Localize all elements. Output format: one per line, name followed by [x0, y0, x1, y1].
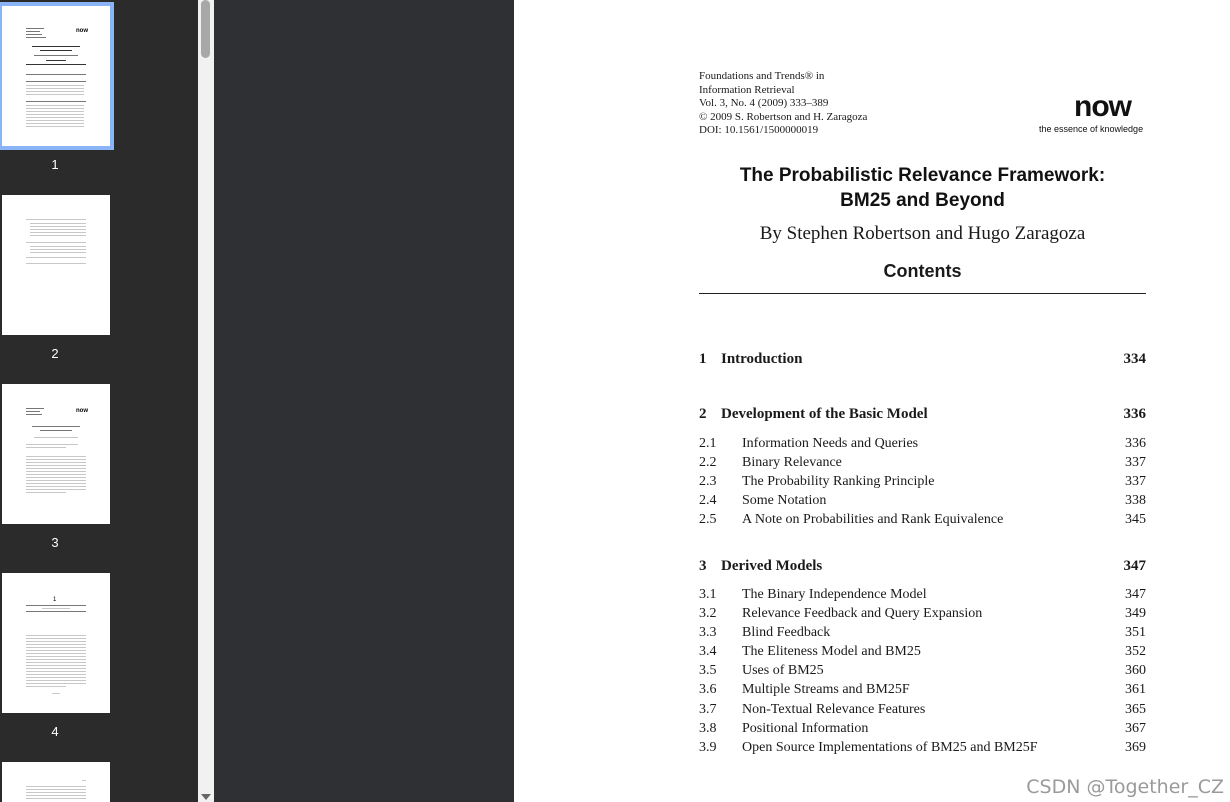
toc-label: Non-Textual Relevance Features: [742, 702, 926, 717]
thumbnail-page-number: 2: [51, 346, 59, 361]
toc-number: 3.1: [699, 587, 717, 602]
toc-number: 3.2: [699, 606, 717, 621]
thumbnail-page-number: 1: [51, 157, 59, 172]
thumbnail-page-number: 3: [51, 535, 59, 550]
thumbnail-logo: now: [76, 408, 88, 414]
toc-page-number: 347: [1125, 587, 1146, 602]
toc-section-row[interactable]: [699, 682, 1146, 700]
document-page: [514, 0, 1230, 802]
toc-number: 2.5: [699, 512, 717, 527]
journal-info: [699, 70, 867, 138]
toc-label: Uses of BM25: [742, 663, 824, 678]
toc-label: The Eliteness Model and BM25: [742, 644, 921, 659]
toc-page-number: 352: [1125, 644, 1146, 659]
thumbnail-logo: now: [76, 28, 88, 34]
toc-number: 3.6: [699, 682, 717, 697]
viewer-background: [214, 0, 514, 802]
title-line: The Probabilistic Relevance Framework:: [739, 165, 1106, 186]
toc-section-row[interactable]: [699, 702, 1146, 720]
sidebar-scrollbar[interactable]: [198, 0, 214, 802]
thumbnail-image[interactable]: [2, 762, 110, 802]
toc-number: 2.1: [699, 436, 717, 451]
journal-line: Information Retrieval: [699, 83, 795, 96]
toc-label: Open Source Implementations of BM25 and BM25F: [742, 740, 1038, 755]
toc-page-number: 365: [1125, 702, 1146, 717]
toc-number: 3.7: [699, 702, 717, 717]
journal-line: DOI: 10.1561/1500000019: [699, 124, 819, 136]
toc-number: 3.5: [699, 663, 717, 678]
toc-number: 1: [699, 351, 707, 367]
toc-page-number: 349: [1125, 606, 1146, 621]
toc-label: Multiple Streams and BM25F: [742, 682, 910, 697]
toc-label: Introduction: [721, 351, 803, 367]
toc-chapter-row[interactable]: [699, 406, 1146, 424]
thumbnail-sidebar: [0, 0, 198, 802]
toc-section-row[interactable]: [699, 721, 1146, 739]
toc-page-number: 345: [1125, 512, 1146, 527]
toc-number: 3.3: [699, 625, 717, 640]
toc-section-row[interactable]: [699, 436, 1146, 454]
toc-section-row[interactable]: [699, 474, 1146, 492]
logo-word: now: [1074, 90, 1131, 123]
toc-section-row[interactable]: [699, 740, 1146, 758]
toc-number: 3.9: [699, 740, 717, 755]
toc-section-row[interactable]: [699, 644, 1146, 662]
toc-chapter-row[interactable]: [699, 558, 1146, 576]
thumbnail-chapter-mark: 1: [53, 597, 57, 603]
toc-label: Derived Models: [721, 558, 823, 574]
toc-number: 2.4: [699, 493, 717, 508]
scrollbar-thumb[interactable]: [201, 0, 210, 58]
divider: [699, 293, 1146, 294]
toc-section-row[interactable]: [699, 625, 1146, 643]
toc-label: Binary Relevance: [742, 455, 842, 470]
toc-number: 3: [699, 558, 707, 574]
toc-label: The Binary Independence Model: [742, 587, 927, 602]
toc-label: Relevance Feedback and Query Expansion: [742, 606, 983, 621]
toc-page-number: 337: [1125, 474, 1146, 489]
toc-page-number: 337: [1125, 455, 1146, 470]
toc-section-row[interactable]: [699, 606, 1146, 624]
toc-label: The Probability Ranking Principle: [742, 474, 935, 489]
toc-page-number: 338: [1125, 493, 1146, 508]
toc-page-number: 334: [1123, 351, 1146, 367]
authors: By Stephen Robertson and Hugo Zaragoza: [759, 223, 1086, 244]
toc-page-number: 347: [1123, 558, 1146, 574]
journal-line: © 2009 S. Robertson and H. Zaragoza: [699, 110, 868, 123]
toc-label: Blind Feedback: [742, 625, 831, 640]
toc-page-number: 360: [1125, 663, 1146, 678]
toc-label: Some Notation: [742, 493, 827, 508]
logo-tagline: the essence of knowledge: [1039, 124, 1144, 134]
toc-number: 2.3: [699, 474, 717, 489]
toc-label: Information Needs and Queries: [742, 436, 919, 451]
journal-line: Foundations and Trends® in: [699, 70, 825, 82]
document-title: [699, 163, 1146, 213]
toc-section-row[interactable]: [699, 512, 1146, 530]
scroll-down-arrow-icon[interactable]: [201, 794, 211, 800]
toc-page-number: 336: [1123, 406, 1146, 422]
toc-label: Positional Information: [742, 721, 869, 736]
toc-section-row[interactable]: [699, 455, 1146, 473]
title-line: BM25 and Beyond: [840, 190, 1005, 211]
toc-page-number: 361: [1125, 682, 1146, 697]
toc-section-row[interactable]: [699, 493, 1146, 511]
toc-label: A Note on Probabilities and Rank Equivalence: [742, 512, 1004, 527]
watermark: CSDN @Together_CZ: [1026, 776, 1224, 798]
toc-chapter-row[interactable]: [699, 351, 1146, 369]
toc-section-row[interactable]: [699, 663, 1146, 681]
toc-page-number: 367: [1125, 721, 1146, 736]
toc-number: 3.4: [699, 644, 717, 659]
toc-number: 3.8: [699, 721, 717, 736]
thumbnail-image[interactable]: [2, 573, 110, 713]
toc-label: Development of the Basic Model: [721, 406, 928, 422]
thumbnail-page-number: 4: [51, 724, 59, 739]
contents-heading: Contents: [883, 261, 962, 281]
toc-section-row[interactable]: [699, 587, 1146, 605]
journal-line: Vol. 3, No. 4 (2009) 333–389: [699, 97, 829, 109]
thumbnail-image[interactable]: [2, 195, 110, 335]
toc-page-number: 336: [1125, 436, 1146, 451]
toc-number: 2.2: [699, 455, 717, 470]
thumbnail-image[interactable]: [2, 384, 110, 524]
toc-page-number: 369: [1125, 740, 1146, 755]
toc-number: 2: [699, 406, 707, 422]
toc-page-number: 351: [1125, 625, 1146, 640]
thumbnail-image[interactable]: [2, 6, 110, 146]
